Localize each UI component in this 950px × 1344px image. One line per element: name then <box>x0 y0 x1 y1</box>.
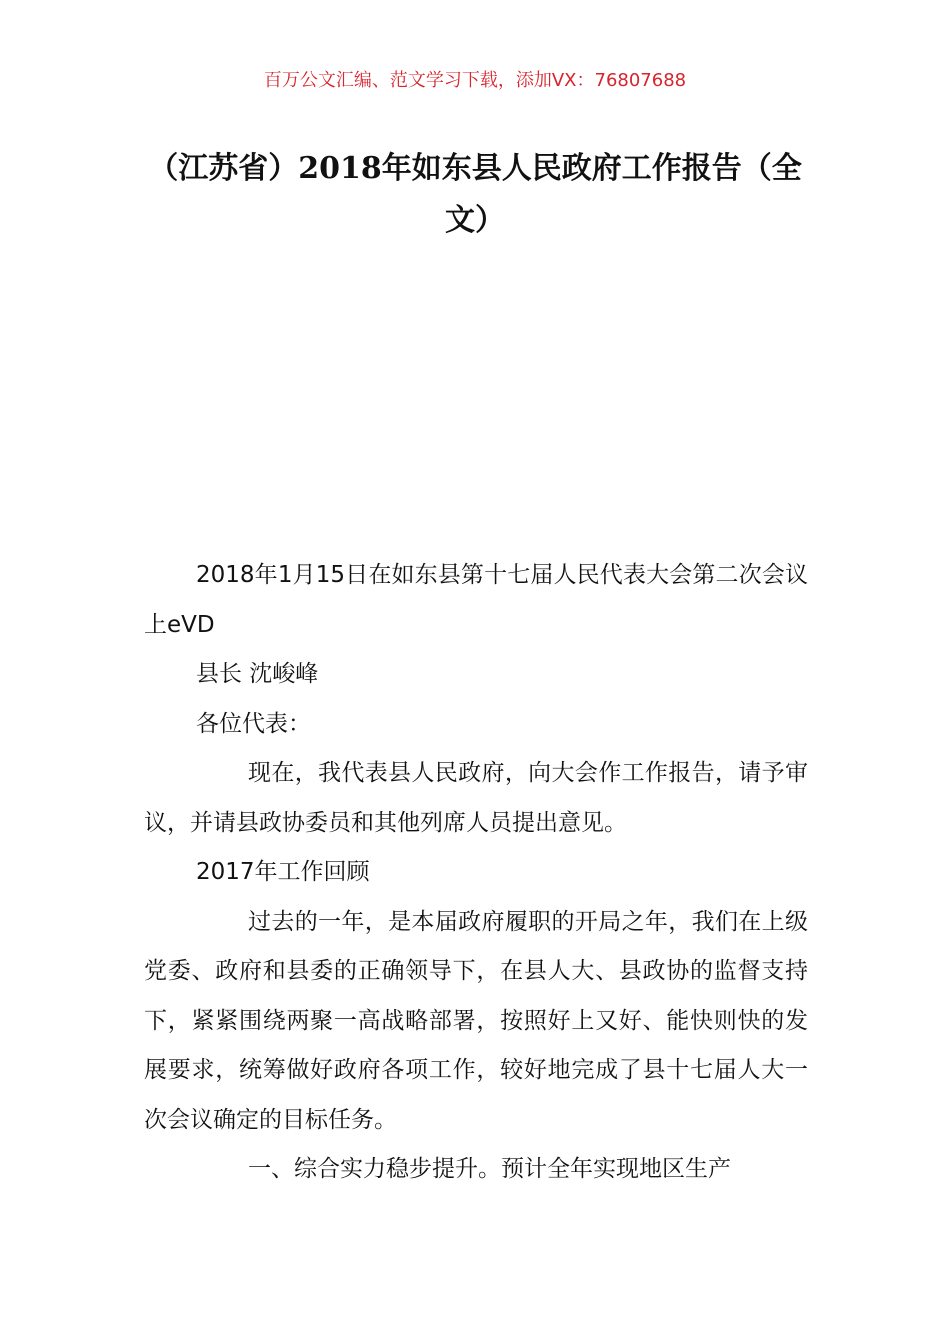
salutation: 各位代表： <box>196 710 311 737</box>
review-paragraph: 过去的一年，是本届政府履职的开局之年，我们在上级党委、政府和县委的正确领导下，在县人大、县政协的监督支持下，紧紧围绕两聚一高战略部署，按照好上又好、能快则快的发展要求，统筹做好政府各项工作，较好地完成了县十七届人大一次会议确定的目标任务。 <box>144 908 808 1133</box>
meeting-line: 2018年1月15日在如东县第十七届人民代表大会第二次会议上eVD <box>144 562 808 638</box>
document-body <box>144 551 808 1195</box>
intro-paragraph: 现在，我代表县人民政府，向大会作工作报告，请予审议，并请县政协委员和其他列席人员提出意见。 <box>144 760 808 836</box>
section-heading: 2017年工作回顾 <box>196 859 370 885</box>
speaker-line: 县长 沈峻峰 <box>196 661 319 687</box>
point-one-paragraph: 一、综合实力稳步提升。预计全年实现地区生产 <box>248 1156 731 1182</box>
document-title: （江苏省）2018年如东县人民政府工作报告（全文） <box>148 151 802 238</box>
header-watermark-note: 百万公文汇编、范文学习下载，添加VX：76807688 <box>263 70 687 91</box>
